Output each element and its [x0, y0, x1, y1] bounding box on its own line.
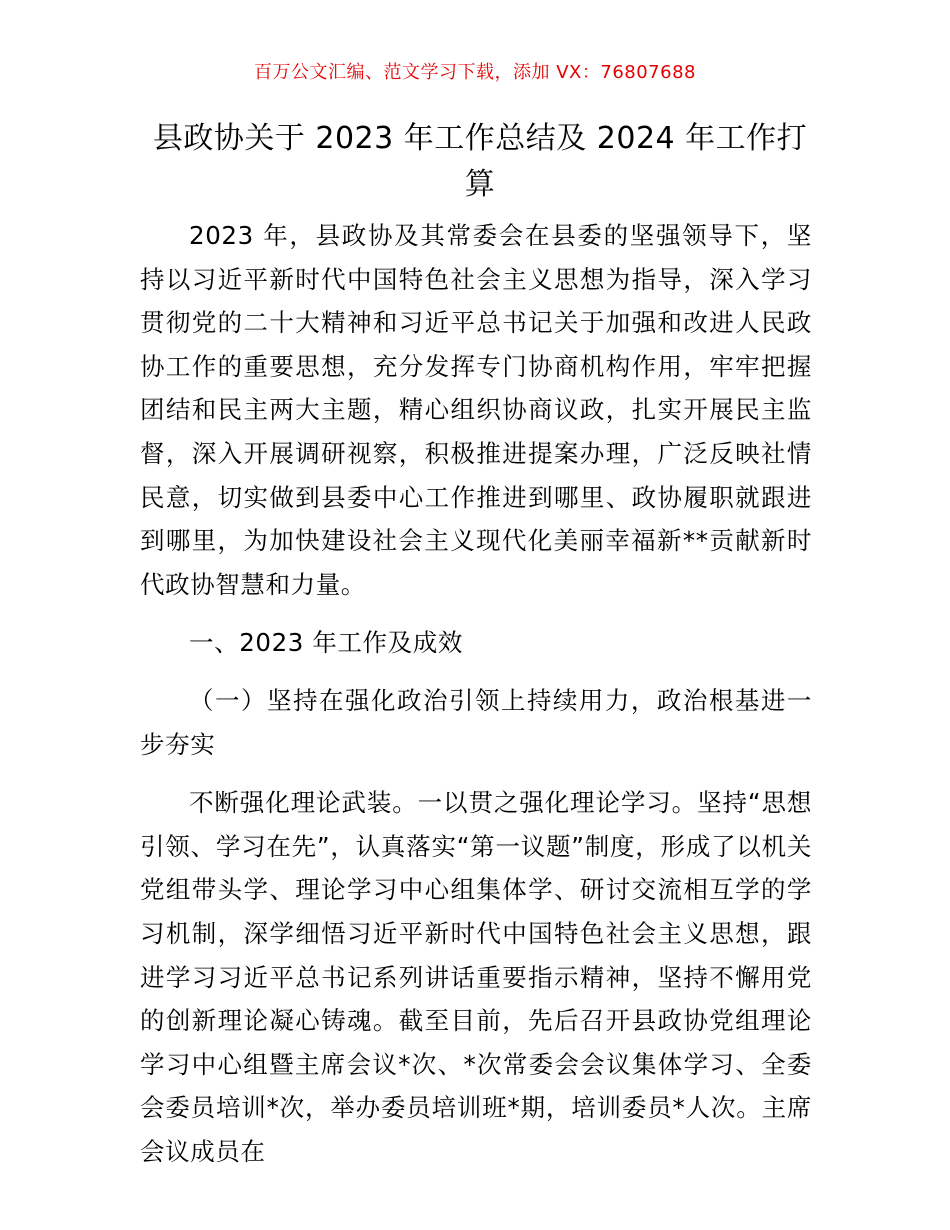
- watermark-header: 百万公文汇编、范文学习下载，添加 VX：76807688: [254, 62, 696, 83]
- subsection-heading: （一）坚持在强化政治引领上持续用力，政治根基进一步夯实: [140, 685, 812, 759]
- section-heading: 一、2023 年工作及成效: [189, 628, 463, 658]
- body-paragraph: 不断强化理论武装。一以贯之强化理论学习。坚持“思想引领、学习在先”，认真落实“第一议题”制度，形成了以机关党组带头学、理论学习中心组集体学、研讨交流相互学的学习机制，深学细悟习近平新时代中国特色社会主义思想，跟进学习习近平总书记系列讲话重要指示精神，坚持不懈用党的创新理论凝心铸魂。截至目前，先后召开县政协党组理论学习中心组暨主席会议*次、*次常委会会议集体学习、全委会委员培训*次，举办委员培训班*期，培训委员*人次。主席会议成员在: [140, 788, 812, 1166]
- document-title: 县政协关于 2023 年工作总结及 2024 年工作打算: [152, 121, 808, 202]
- intro-paragraph: 2023 年，县政协及其常委会在县委的坚强领导下，坚持以习近平新时代中国特色社会主义思想为指导，深入学习贯彻党的二十大精神和习近平总书记关于加强和改进人民政协工作的重要思想，充分发挥专门协商机构作用，牢牢把握团结和民主两大主题，精心组织协商议政，扎实开展民主监督，深入开展调研视察，积极推进提案办理，广泛反映社情民意，切实做到县委中心工作推进到哪里、政协履职就跟进到哪里，为加快建设社会主义现代化美丽幸福新**贡献新时代政协智慧和力量。: [140, 221, 812, 599]
- document-body: [140, 214, 812, 1188]
